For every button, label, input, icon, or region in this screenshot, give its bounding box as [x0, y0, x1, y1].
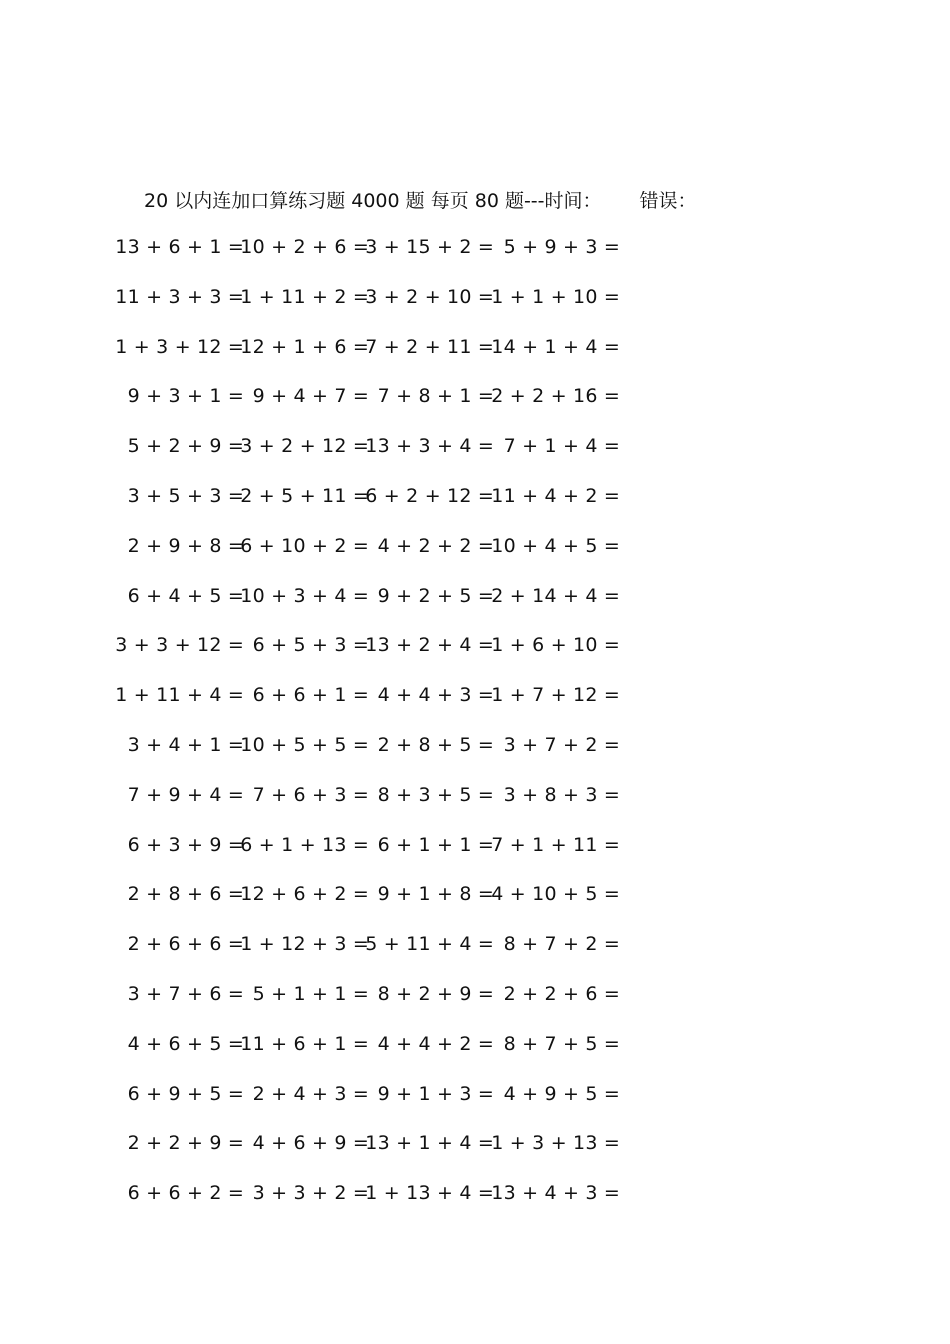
problem-cell: 2 + 8 + 6 =: [127, 883, 244, 906]
problem-cell: 6 + 3 + 9 =: [127, 833, 244, 856]
problem-cell: 6 + 6 + 1 =: [252, 684, 369, 707]
problem-row: [127, 833, 664, 862]
errors-label: 错误：: [639, 190, 697, 212]
problem-cell: 6 + 2 + 12 =: [365, 485, 494, 507]
problem-cell: 9 + 1 + 3 =: [377, 1082, 494, 1105]
problem-cell: 11 + 3 + 3 =: [115, 285, 244, 308]
problem-row: [115, 236, 664, 264]
worksheet-title: 20 以内连加口算练习题 4000 题 每页 80 题---时间：: [144, 190, 602, 212]
problem-row: [127, 783, 664, 812]
problem-cell: 7 + 1 + 4 =: [503, 435, 620, 458]
problem-cell: 3 + 8 + 3 =: [503, 783, 620, 806]
problem-cell: 5 + 11 + 4 =: [365, 933, 494, 956]
problem-cell: 6 + 4 + 5 =: [127, 584, 244, 607]
problem-cell: 1 + 3 + 13 =: [491, 1132, 620, 1155]
problem-cell: 13 + 1 + 4 =: [365, 1132, 494, 1155]
problem-cell: 1 + 6 + 10 =: [491, 634, 620, 657]
problem-row: [115, 684, 664, 712]
problem-cell: 1 + 11 + 4 =: [115, 684, 244, 707]
problem-cell: 3 + 4 + 1 =: [127, 734, 244, 756]
problem-cell: 6 + 5 + 3 =: [252, 634, 369, 657]
problem-cell: 7 + 1 + 11 =: [491, 833, 620, 856]
problem-cell: 8 + 7 + 2 =: [503, 933, 620, 956]
problem-cell: 10 + 3 + 4 =: [240, 584, 369, 607]
problem-cell: 9 + 2 + 5 =: [377, 584, 494, 607]
problem-row: [127, 1182, 664, 1210]
problem-cell: 6 + 1 + 13 =: [240, 833, 369, 856]
problem-cell: 3 + 7 + 6 =: [127, 983, 244, 1005]
problem-cell: 3 + 3 + 2 =: [252, 1182, 369, 1205]
problem-cell: 6 + 6 + 2 =: [127, 1182, 244, 1205]
problem-row: [127, 534, 664, 563]
problem-cell: 8 + 2 + 9 =: [377, 983, 494, 1005]
problem-row: [127, 883, 664, 911]
problem-cell: 4 + 4 + 3 =: [377, 684, 494, 707]
problem-cell: 6 + 10 + 2 =: [240, 534, 369, 557]
problem-row: [127, 1082, 664, 1111]
problem-row: [127, 485, 664, 513]
problem-cell: 14 + 1 + 4 =: [491, 335, 620, 358]
problem-row: [115, 285, 664, 314]
problem-cell: 10 + 2 + 6 =: [240, 236, 369, 258]
problem-cell: 1 + 7 + 12 =: [491, 684, 620, 707]
problem-row: [115, 634, 664, 662]
problem-cell: 4 + 6 + 5 =: [127, 1032, 244, 1055]
problem-row: [127, 1032, 664, 1061]
problem-cell: 9 + 3 + 1 =: [127, 385, 244, 408]
problem-cell: 7 + 9 + 4 =: [127, 783, 244, 806]
problem-cell: 3 + 7 + 2 =: [503, 734, 620, 756]
problem-row: [127, 435, 664, 463]
problem-cell: 5 + 1 + 1 =: [252, 983, 369, 1005]
problem-row: [127, 983, 664, 1011]
problem-cell: 2 + 2 + 9 =: [127, 1132, 244, 1155]
problem-cell: 3 + 2 + 10 =: [365, 285, 494, 308]
problem-cell: 4 + 9 + 5 =: [503, 1082, 620, 1105]
problem-cell: 6 + 9 + 5 =: [127, 1082, 244, 1105]
problem-cell: 2 + 2 + 6 =: [503, 983, 620, 1005]
problem-cell: 4 + 10 + 5 =: [491, 883, 620, 906]
problem-cell: 2 + 14 + 4 =: [491, 584, 620, 607]
problem-cell: 10 + 5 + 5 =: [240, 734, 369, 756]
problem-cell: 5 + 2 + 9 =: [127, 435, 244, 458]
problem-cell: 4 + 6 + 9 =: [252, 1132, 369, 1155]
problem-cell: 3 + 15 + 2 =: [365, 236, 494, 258]
problem-row: [127, 734, 664, 762]
problem-cell: 1 + 12 + 3 =: [240, 933, 369, 956]
problem-cell: 7 + 8 + 1 =: [377, 385, 494, 408]
problem-cell: 2 + 8 + 5 =: [377, 734, 494, 756]
problem-row: [127, 933, 664, 961]
problem-cell: 4 + 2 + 2 =: [377, 534, 494, 557]
problem-cell: 1 + 13 + 4 =: [365, 1182, 494, 1205]
problem-cell: 7 + 2 + 11 =: [365, 335, 494, 358]
problem-cell: 8 + 7 + 5 =: [503, 1032, 620, 1055]
problem-cell: 2 + 4 + 3 =: [252, 1082, 369, 1105]
problem-cell: 8 + 3 + 5 =: [377, 783, 494, 806]
problem-cell: 3 + 3 + 12 =: [115, 634, 244, 657]
problem-cell: 11 + 4 + 2 =: [491, 485, 620, 507]
problem-cell: 4 + 4 + 2 =: [377, 1032, 494, 1055]
problem-cell: 2 + 6 + 6 =: [127, 933, 244, 956]
problem-cell: 5 + 9 + 3 =: [503, 236, 620, 258]
problem-cell: 1 + 3 + 12 =: [115, 335, 244, 358]
problem-cell: 2 + 5 + 11 =: [240, 485, 369, 507]
problem-cell: 10 + 4 + 5 =: [491, 534, 620, 557]
problem-cell: 9 + 4 + 7 =: [252, 385, 369, 408]
problem-row: [127, 385, 664, 413]
problem-cell: 2 + 2 + 16 =: [491, 385, 620, 408]
problem-cell: 6 + 1 + 1 =: [377, 833, 494, 856]
problem-cell: 9 + 1 + 8 =: [377, 883, 494, 906]
problem-row: [127, 1132, 664, 1160]
problem-cell: 13 + 2 + 4 =: [365, 634, 494, 657]
problem-row: [115, 335, 664, 364]
problem-cell: 2 + 9 + 8 =: [127, 534, 244, 557]
problem-row: [127, 584, 664, 613]
problem-cell: 12 + 1 + 6 =: [240, 335, 369, 358]
worksheet-header: [144, 186, 697, 213]
problem-cell: 12 + 6 + 2 =: [240, 883, 369, 906]
problem-cell: 1 + 11 + 2 =: [240, 285, 369, 308]
problem-cell: 7 + 6 + 3 =: [252, 783, 369, 806]
problem-cell: 13 + 3 + 4 =: [365, 435, 494, 458]
problem-cell: 3 + 2 + 12 =: [240, 435, 369, 458]
problem-cell: 3 + 5 + 3 =: [127, 485, 244, 507]
problem-cell: 1 + 1 + 10 =: [491, 285, 620, 308]
problem-cell: 13 + 6 + 1 =: [115, 236, 244, 258]
problem-cell: 11 + 6 + 1 =: [240, 1032, 369, 1055]
problem-cell: 13 + 4 + 3 =: [491, 1182, 620, 1205]
